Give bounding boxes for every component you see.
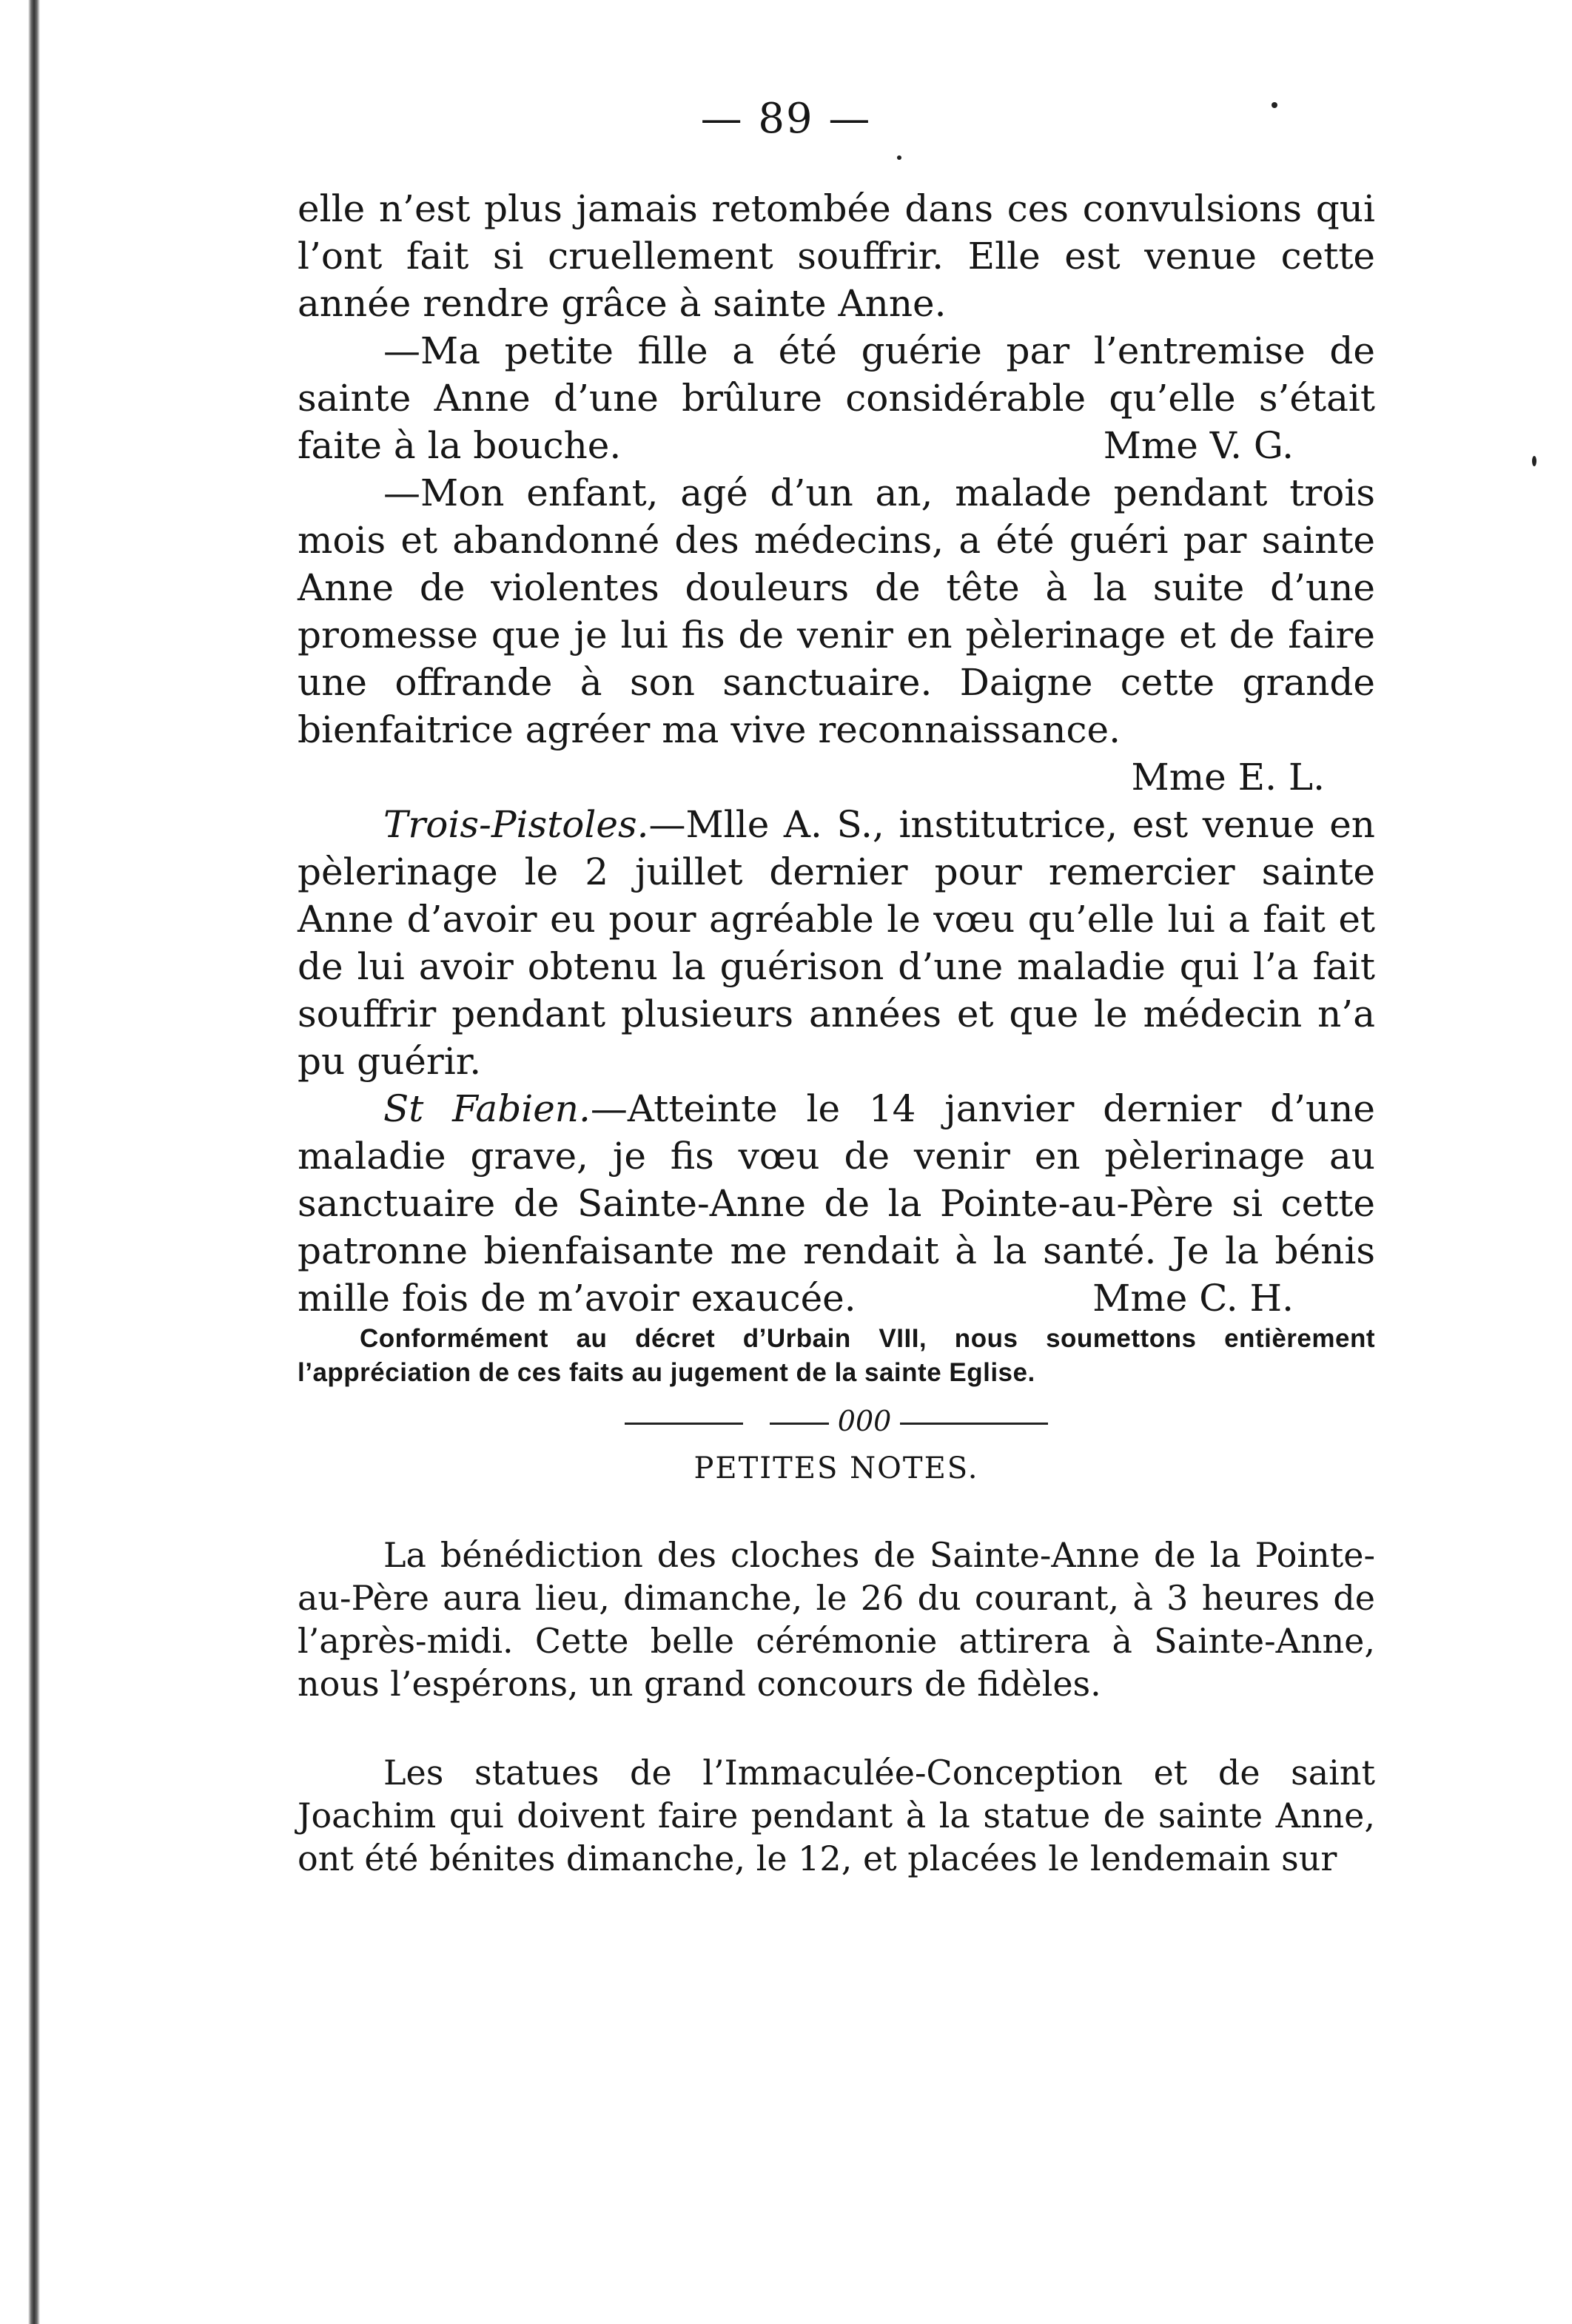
page-body — [298, 185, 1375, 1880]
section-title: PETITES NOTES. — [693, 1451, 979, 1485]
paragraph-text: —Ma petite fille a été guérie par l’entremise de sainte Anne d’une brûlure considérable qu’elle s’était faite à la bouche. — [298, 329, 1375, 467]
note-paragraph: Les statues de l’Immaculée-Conception et de saint Joachim qui doivent faire pendant à la statue de sainte Anne, ont été bénites dimanche, le 12, et placées le lendemain sur — [298, 1753, 1375, 1878]
signature: Mme C. H. — [1092, 1277, 1294, 1320]
paragraph — [298, 327, 1375, 469]
paragraph: —Mon enfant, agé d’un an, malade pendant trois mois et abandonné des médecins, a été guéri par sainte Anne de violentes douleurs de tête à la suite d’une promesse que je lui fis de venir en pèlerinage et de faire une offrande à son sanctuaire. Daigne cette grande bienfaitrice agréer ma vive reconnaissance. — [298, 471, 1375, 751]
divider-rule — [625, 1423, 743, 1425]
signature: Mme V. G. — [1103, 424, 1294, 467]
paragraph: elle n’est plus jamais retombée dans ces convulsions qui l’ont fait si cruellement souffrir. Elle est venue cette année rendre grâce à sainte Anne. — [298, 187, 1375, 325]
decree-note: Conformément au décret d’Urbain VIII, nous soumettons entièrement l’appréciation de ces faits au jugement de la sainte Eglise. — [298, 1324, 1375, 1387]
paragraph-text: —Atteinte le 14 janvier dernier d’une maladie grave, je fis vœu de venir en pèlerinage au sanctuaire de Sainte-Anne de la Pointe-au-Père si cette patronne bienfaisante me rendait à la santé. Je la bénis mille fois de m’avoir exaucée. — [298, 1087, 1376, 1320]
binding-edge — [28, 0, 40, 2324]
place-name: Trois-Pistoles. — [383, 803, 649, 846]
page-number: — 89 — — [700, 95, 872, 143]
signature: Mme E. L. — [1131, 756, 1325, 799]
ink-speck — [897, 155, 901, 160]
note-paragraph: La bénédiction des cloches de Sainte-Anne de la Pointe-au-Père aura lieu, dimanche, le 26 du courant, à 3 heures de l’après-midi. Cette belle cérémonie attirera à Sainte-Anne, nous l’espérons, un grand concours de fidèles. — [298, 1535, 1375, 1704]
paragraph-text: —Mlle A. S., institutrice, est venue en pèlerinage le 2 juillet dernier pour remercier sainte Anne d’avoir eu pour agréable le vœu qu’elle lui a fait et de lui avoir obtenu la guérison d’une maladie qui l’a fait souffrir pendant plusieurs années et que le médecin n’a pu guérir. — [298, 803, 1375, 1083]
section-divider — [298, 1406, 1375, 1436]
divider-rule — [770, 1423, 829, 1425]
divider-mark: 000 — [837, 1405, 892, 1437]
paragraph — [298, 1085, 1375, 1322]
place-name: St Fabien. — [383, 1087, 591, 1130]
ink-speck — [1532, 456, 1536, 466]
divider-rule — [900, 1423, 1048, 1425]
paragraph — [298, 801, 1375, 1085]
notes-section — [298, 1534, 1375, 1880]
